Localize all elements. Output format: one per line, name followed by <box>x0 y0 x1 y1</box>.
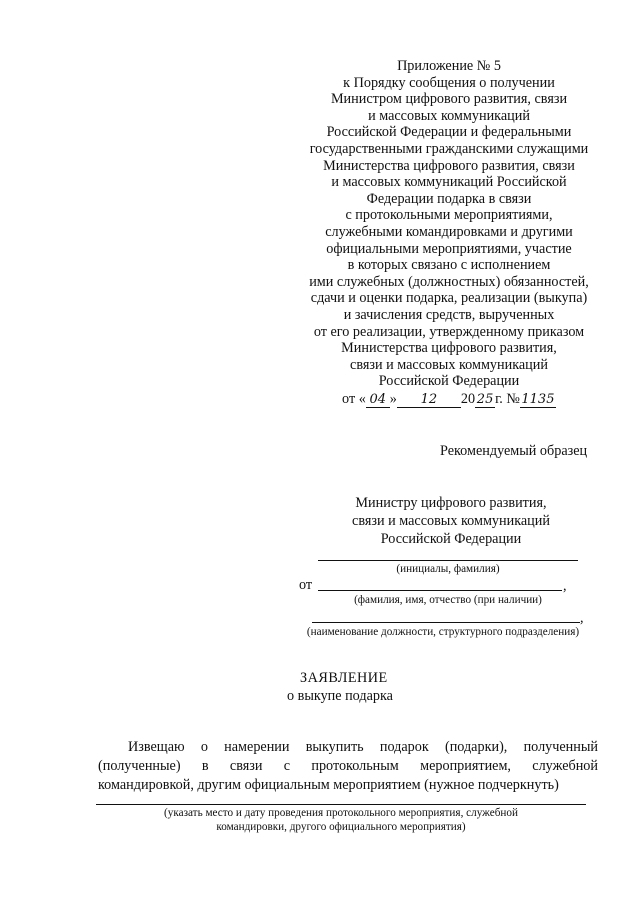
event-caption-line2: командировки, другого официального мероприятия) <box>216 821 466 833</box>
position-caption: (наименование должности, структурного подразделения) <box>306 626 580 638</box>
annex-block <box>296 58 602 408</box>
annex-line: связи и массовых коммуникаций <box>350 356 548 373</box>
annex-line: и массовых коммуникаций Российской <box>331 174 567 191</box>
annex-line: Министерства цифрового развития, <box>341 340 557 357</box>
body-line: (полученные) в связи с протокольным мероприятием, служебной <box>98 758 598 774</box>
annex-line: Министерства цифрового развития, связи <box>323 157 575 174</box>
position-blank-line[interactable] <box>312 622 580 623</box>
order-day: 04 <box>366 393 390 408</box>
body-line: Извещаю о намерении выкупить подарок (подарки), полученный <box>128 739 598 755</box>
annex-line: к Порядку сообщения о получении <box>343 74 555 91</box>
annex-line: Российской Федерации <box>378 373 520 390</box>
annex-line: от его реализации, утвержденному приказом <box>313 323 585 340</box>
annex-line: ими служебных (должностных) обязанностей, <box>309 273 589 290</box>
order-date-line: от « 04 » 12 20 25 г. №1135 <box>342 390 555 407</box>
order-month: 12 <box>397 393 461 408</box>
order-year: 25 <box>476 391 494 407</box>
annex-line: государственными гражданскими служащими <box>309 140 589 157</box>
annex-line: и массовых коммуникаций <box>368 107 530 124</box>
annex-line: официальными мероприятиями, участие <box>326 240 572 257</box>
annex-line: Министром цифрового развития, связи <box>330 91 568 108</box>
comma: , <box>563 578 567 594</box>
document-title: ЗАЯВЛЕНИЕ <box>300 670 388 686</box>
annex-line: Приложение № 5 <box>397 58 501 74</box>
body-paragraph <box>98 738 598 795</box>
comma: , <box>580 610 584 626</box>
event-caption-line1: (указать место и дату проведения протокольного мероприятия, служебной <box>164 807 518 819</box>
from-label: от <box>299 577 313 593</box>
body-line: командировкой, другим официальным мероприятием (нужное подчеркнуть) <box>98 777 559 793</box>
document-subtitle: о выкупе подарка <box>287 688 393 704</box>
annex-line: в которых связано с исполнением <box>347 257 551 274</box>
fio-caption: (фамилия, имя, отчество (при наличии) <box>354 594 542 606</box>
annex-line: служебными командировками и другими <box>325 223 573 240</box>
fio-blank-line[interactable] <box>318 590 562 591</box>
order-number: 1135 <box>521 391 555 407</box>
event-blank-line[interactable] <box>96 804 586 805</box>
annex-line: Российской Федерации и федеральными <box>326 124 572 141</box>
annex-line: Федерации подарка в связи <box>366 190 532 207</box>
addressee-line: связи и массовых коммуникаций <box>352 513 550 529</box>
addressee-block <box>316 494 586 548</box>
recommended-sample-label: Рекомендуемый образец <box>440 443 588 459</box>
addressee-line: Российской Федерации <box>380 531 522 547</box>
initials-caption: (инициалы, фамилия) <box>396 563 500 575</box>
addressee-line: Министру цифрового развития, <box>355 495 547 511</box>
annex-line: сдачи и оценки подарка, реализации (выкупа) <box>310 290 588 307</box>
annex-line: с протокольными мероприятиями, <box>345 207 553 224</box>
initials-blank-line[interactable] <box>318 560 578 561</box>
annex-line: и зачисления средств, вырученных <box>343 306 555 323</box>
